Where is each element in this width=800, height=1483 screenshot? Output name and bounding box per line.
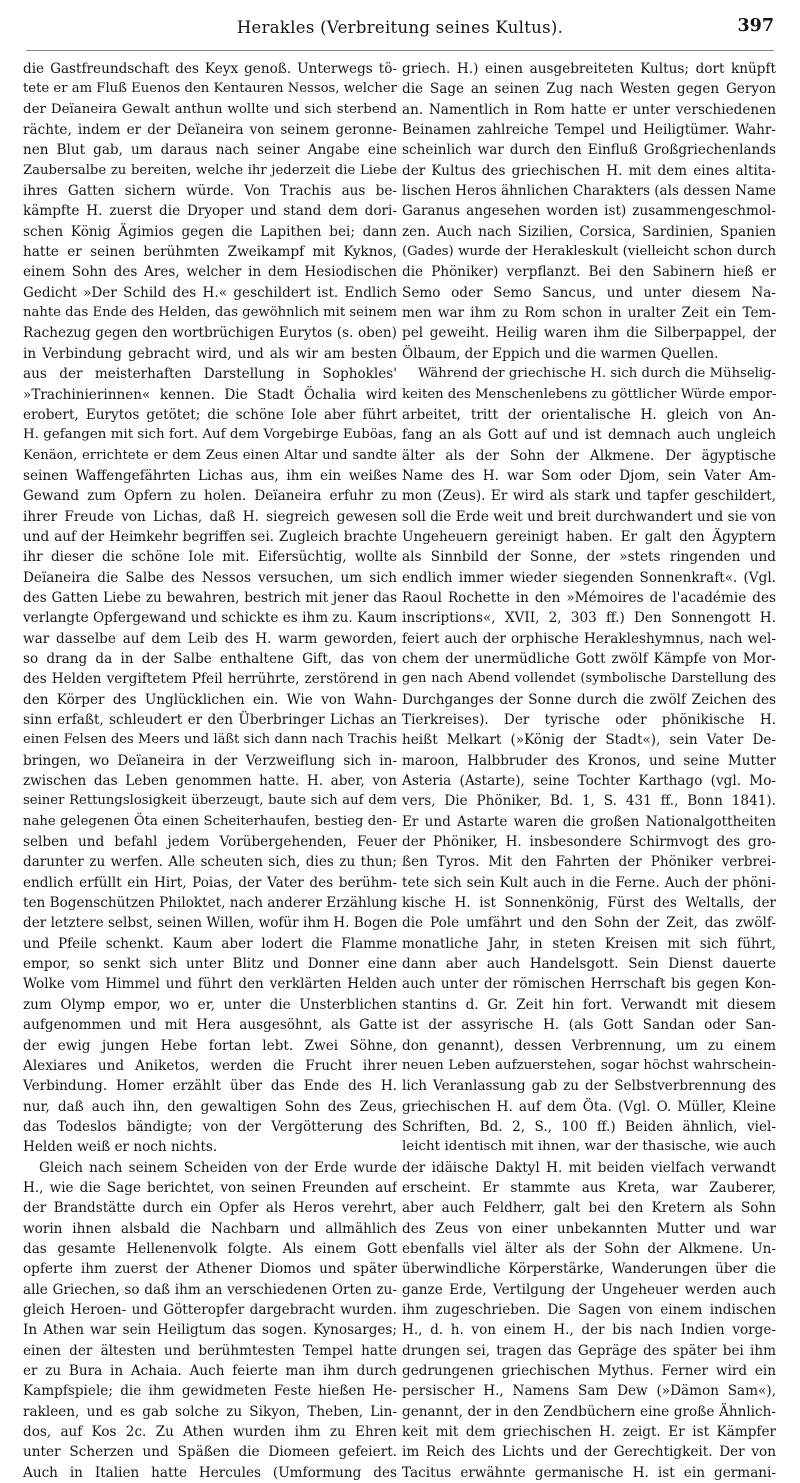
text-line: ganze Erde, Vertilgung der Ungeheuer werden auch [402, 1281, 776, 1298]
text-line: zwischen das Leben genommen hatte. H. aber, von [23, 773, 397, 790]
text-line: schen König Ägimios gegen die Lapithen bei; dann [23, 223, 397, 240]
text-line: selben und befahl jedem Vorübergehenden, Feuer [23, 834, 397, 851]
text-line: dos, auf Kos 2c. Zu Athen wurden ihm zu Ehren [23, 1424, 397, 1441]
text-line: war dasselbe auf dem Leib des H. warm geworden, [23, 630, 397, 647]
text-line: Alexiares und Aniketos, werden die Frucht ihrer [23, 1057, 397, 1074]
text-line: gleich Heroen- und Götteropfer dargebracht wurden. [23, 1301, 397, 1318]
text-line: rakleen, und es gab solche zu Sikyon, Theben, Lin- [23, 1403, 397, 1420]
text-line: Gedicht »Der Schild des H.« geschildert ist. Endlich [23, 284, 397, 301]
text-line: Gewand zum Opfern zu holen. Deïaneira erfuhr zu [23, 488, 397, 505]
text-line: maroon, Halbbruder des Kronos, und seine Mutter [402, 752, 776, 769]
text-line: Helden weiß er noch nichts. [23, 1139, 218, 1156]
page-number: 397 [737, 16, 774, 36]
text-line: unter Scherzen und Späßen die Diomeen gefeiert. [23, 1444, 397, 1461]
text-line: Gleich nach seinem Scheiden von der Erde wurde [39, 1159, 397, 1176]
text-line: kische H. ist Sonnenkönig, Fürst des Weltalls, der [402, 895, 776, 912]
left-column [23, 59, 397, 1483]
text-line: Kenäon, errichtete er dem Zeus einen Altar und sandte [23, 447, 397, 463]
text-line: Asteria (Astarte), seine Tochter Karthago (vgl. Mo- [402, 773, 776, 790]
text-line: ihr dieser die schöne Iole mit. Eifersüchtig, wollte [23, 549, 397, 566]
text-line: Durchganges der Sonne durch die zwölf Zeichen des [402, 691, 776, 708]
text-line: Name des H. war Som oder Djom, sein Vater Am- [402, 467, 776, 484]
text-line: griechischen H. auf dem Öta. (Vgl. O. Müller, Kleine [402, 1098, 776, 1115]
text-line: Tacitus erwähnte germanische H. ist ein germani- [402, 1464, 776, 1481]
text-line: das gesamte Hellenenvolk folgte. Als einem Gott [23, 1240, 397, 1257]
text-line: und Pfeile schenkt. Kaum aber lodert die Flamme [23, 935, 397, 952]
text-line: überwindliche Körperstärke, Wanderungen über die [402, 1261, 776, 1278]
text-line: monatliche Jahr, in steten Kreisen mit sich führt, [402, 935, 776, 952]
text-line: der ewig jungen Hebe fortan lebt. Zwei Söhne, [23, 1037, 397, 1054]
text-line: lischen Heros ähnlichen Charakters (als dessen Name [402, 183, 776, 200]
text-line: Auch in Italien hatte Hercules (Umformung des [23, 1464, 397, 1481]
text-line: an. Namentlich in Rom hatte er unter verschiedenen [402, 101, 776, 118]
text-line: einen Felsen des Meers und läßt sich dann nach Trachis [23, 732, 397, 748]
text-line: H., d. h. von einem H., der bis nach Indien vorge- [402, 1322, 776, 1339]
text-line: die Pole umfährt und den Sohn der Zeit, das zwölf- [402, 915, 776, 932]
text-line: Rachezug gegen den wortbrüchigen Eurytos (s. oben) [23, 325, 397, 342]
text-line: das Todeslos bändigte; von der Vergötterung des [23, 1118, 397, 1135]
text-line: persischer H., Namens Sam Dew (»Dämon Sam«), [402, 1383, 776, 1400]
text-line: »Trachinierinnen« kennen. Die Stadt Öchalia wird [23, 386, 397, 403]
running-header [26, 16, 774, 50]
text-line: darunter zu werfen. Alle scheuten sich, dies zu thun; [23, 854, 397, 871]
text-line: der Phöniker, H. insbesondere Schirmvogt des gro- [402, 834, 776, 851]
text-line: drungen sei, tragen das Gepräge des später bei ihm [402, 1342, 776, 1359]
text-line: bringen, wo Deïaneira in der Verzweiflung sich in- [23, 752, 397, 769]
text-line: Ölbaum, der Eppich und die warmen Quellen. [402, 345, 719, 362]
text-line: ihres Gatten sichern würde. Von Trachis aus be- [23, 183, 397, 200]
text-line: arbeitet, tritt der orientalische H. gleich von An- [402, 406, 776, 423]
text-line: des Zeus von einer unbekannten Mutter und war [402, 1220, 776, 1237]
header-rule [26, 50, 774, 51]
text-line: Er und Astarte waren die großen Nationalgottheiten [402, 813, 776, 830]
text-line: nur, daß auch ihn, den gewaltigen Sohn des Zeus, [23, 1098, 397, 1115]
text-line: keiten des Menschenlebens zu göttlicher Würde empor- [402, 386, 776, 402]
text-line: men war ihm zu Rom schon in uralter Zeit ein Tem- [402, 305, 776, 322]
text-line: nen Blut gab, um daraus nach seiner Angabe eine [23, 142, 397, 159]
text-line: nahte das Ende des Helden, das gewöhnlich mit seinem [23, 305, 397, 321]
text-line: Ungeheuern gereinigt haben. Er galt den Ägyptern [402, 528, 776, 545]
text-line: die Sage an seinen Zug nach Westen gegen Geryon [402, 81, 776, 98]
text-line: der letztere selbst, seinen Willen, wofür ihm H. Bogen [23, 915, 397, 932]
text-line: verlangte Opfergewand und schickte es ihm zu. Kaum [23, 610, 397, 627]
text-line: ebenfalls viel älter als der Sohn der Alkmene. Un- [402, 1240, 776, 1257]
text-line: auch unter der römischen Herrschaft bis gegen Kon- [402, 976, 776, 993]
text-line: Während der griechische H. sich durch die Mühselig- [418, 366, 776, 382]
text-line: alle Griechen, so daß ihm an verschiedenen Orten zu- [23, 1281, 397, 1298]
text-line: sinn erfaßt, schleudert er den Überbringer Lichas an [23, 712, 397, 728]
text-line: ihrer Freude von Lichas, daß H. siegreich gewesen [23, 508, 397, 525]
text-line: seinen Waffengefährten Lichas aus, ihm ein weißes [23, 467, 397, 484]
text-line: der idäische Daktyl H. mit beiden vielfach verwandt [402, 1159, 776, 1176]
text-line: ihm zugeschrieben. Die Sagen von einem indischen [402, 1301, 776, 1318]
text-line: Kampfspiele; die ihm gewidmeten Feste hießen He- [23, 1383, 397, 1400]
text-line: opferte ihm zuerst der Athener Diomos und später [23, 1261, 397, 1278]
text-line: so drang da in der Salbe enthaltene Gift, das von [23, 650, 397, 667]
text-line: rächte, indem er der Deïaneira von seinem geronne- [23, 122, 397, 139]
text-line: in Verbindung gebracht wird, und als wir am besten [23, 345, 397, 362]
text-line: Zaubersalbe zu bereiten, welche ihr jederzeit die Liebe [23, 162, 397, 178]
text-line: fang an als Gott auf und ist demnach auch ungleich [402, 427, 776, 444]
text-line: der Deïaneira Gewalt anthun wollte und sich sterbend [23, 101, 397, 117]
text-line: Raoul Rochette in den »Mémoires de l'académie des [402, 589, 776, 606]
text-line: leicht identisch mit ihnen, war der thasische, wie auch [402, 1139, 776, 1155]
text-line: erobert, Eurytos getötet; die schöne Iole aber führt [23, 406, 397, 423]
text-line: vers, Die Phöniker, Bd. 1, S. 431 ff., Bonn 1841). [402, 793, 776, 810]
text-line: dann aber auch Handelsgott. Sein Dienst dauerte [402, 956, 776, 973]
text-line: Verbindung. Homer erzählt über das Ende des H. [23, 1078, 397, 1095]
text-line: Beinamen zahlreiche Tempel und Heiligtümer. Wahr- [402, 122, 776, 139]
text-line: endlich immer wieder siegenden Sonnenkraft«. (Vgl. [402, 569, 776, 586]
text-line: einem Sohn des Ares, welcher in dem Hesiodischen [23, 264, 397, 281]
text-line: chem der unermüdliche Gott zwölf Kämpfe von Mor- [402, 650, 776, 667]
running-title: Herakles (Verbreitung seines Kultus). [236, 18, 564, 37]
text-line: Deïaneira die Salbe des Nessos versuchen, um sich [23, 569, 397, 586]
text-line: feiert auch der orphische Herakleshymnus, nach wel- [402, 630, 776, 647]
text-line: empor, so senkt sich unter Blitz und Donner eine [23, 956, 397, 973]
text-line: älter als der Sohn der Alkmene. Der ägyptische [402, 447, 776, 464]
text-line: der Kultus des griechischen H. mit dem eines altita- [402, 162, 776, 179]
text-line: seiner Rettungslosigkeit überzeugt, baute sich auf dem [23, 793, 397, 809]
text-line: gen nach Abend vollendet (symbolische Darstellung des [402, 671, 776, 687]
text-line: Wolke vom Himmel und führt den verklärten Helden [23, 976, 397, 993]
right-column [402, 59, 776, 1483]
text-line: aber auch Feldherr, galt bei den Kretern als Sohn [402, 1200, 776, 1217]
text-line: ßen Tyros. Mit den Fahrten der Phöniker verbrei- [402, 854, 776, 871]
text-line: inscriptions«, XVII, 2, 303 ff.) Den Sonnengott H. [402, 610, 776, 627]
text-line: aus der meisterhaften Darstellung in Sophokles' [23, 366, 397, 383]
text-line: tete er am Fluß Euenos den Kentauren Nessos, welcher [23, 81, 397, 97]
text-line: lich Veranlassung gab zu der Selbstverbrennung des [402, 1078, 776, 1095]
text-line: In Athen war sein Heiligtum das sogen. Kynosarges; [23, 1322, 397, 1339]
text-line: des Helden vergiftetem Pfeil herrührte, zerstörend in [23, 671, 397, 688]
text-line: Tierkreises). Der tyrische oder phönikische H. [402, 712, 776, 728]
text-line: ist der assyrische H. (als Gott Sandan oder San- [402, 1017, 776, 1034]
text-line: im Reich des Lichts und der Gerechtigkeit. Der von [402, 1444, 776, 1461]
text-line: mon (Zeus). Er wird als stark und tapfer geschildert, [402, 488, 776, 505]
text-line: (Gades) wurde der Herakleskult (vielleicht schon durch [402, 244, 776, 260]
text-line: endlich erfüllt ein Hirt, Poias, der Vater des berühm- [23, 874, 397, 891]
text-line: kämpfte H. zuerst die Dryoper und stand dem dori- [23, 203, 397, 220]
text-line: er zu Bura in Achaia. Auch feierte man ihm durch [23, 1363, 397, 1379]
text-line: don genannt), dessen Verbrennung, um zu einem [402, 1037, 776, 1054]
text-line: scheinlich war durch den Einfluß Großgriechenlands [402, 142, 776, 159]
text-line: worin ihnen alsbald die Nachbarn und allmählich [23, 1220, 397, 1237]
text-line: genannt, der in den Zendbüchern eine große Ähnlich- [402, 1403, 776, 1420]
text-line: pel geweiht. Heilig waren ihm die Silberpappel, der [402, 325, 776, 342]
text-line: zen. Auch nach Sizilien, Corsica, Sardinien, Spanien [402, 223, 776, 240]
text-line: soll die Erde weit und breit durchwandert und sie von [402, 508, 776, 525]
text-line: zum Olymp empor, wo er, unter die Unsterblichen [23, 996, 397, 1013]
text-line: ten Bogenschützen Philoktet, nach anderer Erzählung [23, 895, 397, 912]
text-line: nahe gelegenen Öta einen Scheiterhaufen, bestieg den- [23, 813, 397, 829]
text-line: als Sinnbild der Sonne, der »stets ringenden und [402, 549, 776, 566]
text-line: heißt Melkart (»König der Stadt«), sein Vater De- [402, 732, 776, 749]
text-line: stantins d. Gr. Zeit hin fort. Verwandt mit diesem [402, 996, 776, 1013]
text-line: einen der ältesten und berühmtesten Tempel hatte [23, 1342, 397, 1359]
text-line: den Körper des Unglücklichen ein. Wie von Wahn- [23, 691, 397, 708]
text-line: keit mit dem griechischen H. zeigt. Er ist Kämpfer [402, 1424, 776, 1441]
text-line: griech. H.) einen ausgebreiteten Kultus; dort knüpft [402, 61, 776, 77]
text-line: und auf der Heimkehr begriffen sei. Zugleich brachte [23, 528, 397, 545]
text-line: H., wie die Sage berichtet, von seinen Freunden auf [23, 1179, 397, 1196]
text-line: neuen Leben aufzuerstehen, sogar höchst wahrschein- [402, 1057, 776, 1073]
text-line: des Gatten Liebe zu bewahren, bestrich mit jener das [23, 589, 397, 606]
text-line: aufgenommen und mit Hera ausgesöhnt, als Gatte [23, 1017, 397, 1034]
text-line: hatte er seinen berühmten Zweikampf mit Kyknos, [23, 244, 397, 261]
text-line: der Brandstätte durch ein Opfer als Heros verehrt, [23, 1200, 397, 1217]
text-line: Garanus angesehen worden ist) zusammengeschmol- [402, 203, 776, 220]
text-line: die Phöniker) verpflanzt. Bei den Sabinern hieß er [402, 264, 776, 281]
text-line: die Gastfreundschaft des Keyx genoß. Unterwegs tö- [23, 61, 397, 77]
text-line: tete sich sein Kult auch in die Ferne. Auch der phöni- [402, 874, 776, 891]
text-line: Schriften, Bd. 2, S., 100 ff.) Beiden ähnlich, viel- [402, 1118, 776, 1135]
text-line: Semo oder Semo Sancus, und unter diesem Na- [402, 284, 776, 301]
text-line: H. gefangen mit sich fort. Auf dem Vorgebirge Euböas, [23, 427, 397, 443]
text-line: gedrungenen griechischen Mythus. Ferner wird ein [402, 1363, 776, 1379]
text-line: erscheint. Er stammte aus Kreta, war Zauberer, [402, 1179, 776, 1196]
